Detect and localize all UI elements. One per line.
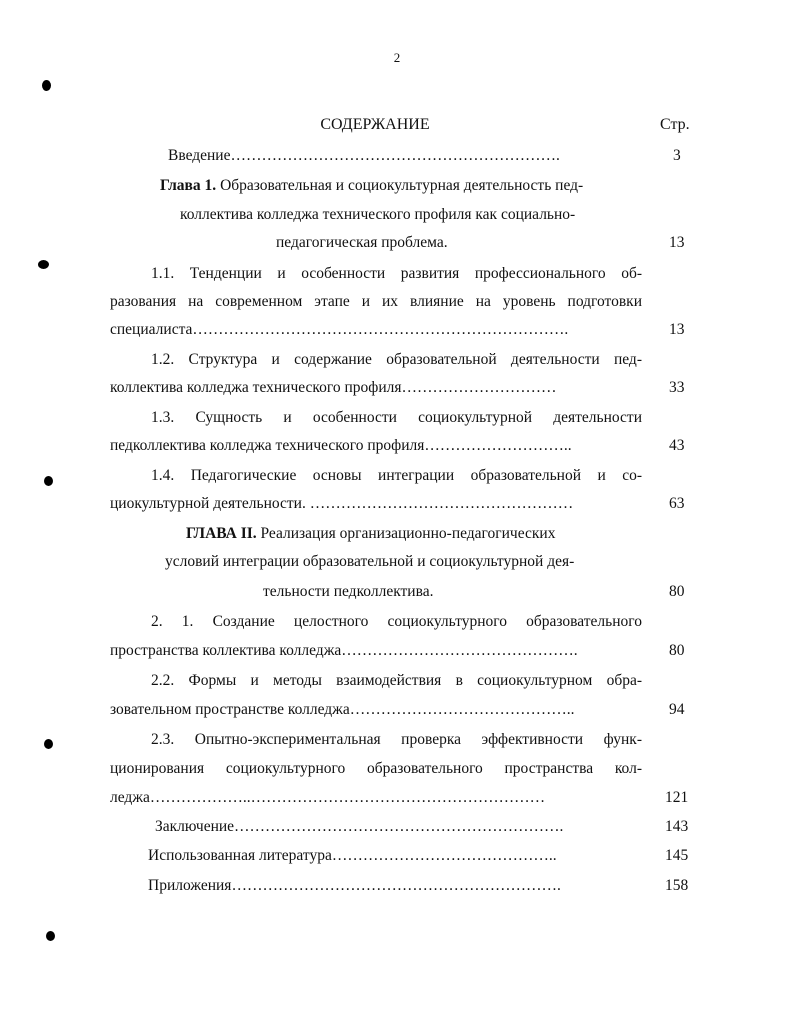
toc-conclusion-text: Заключение………………………………………………………. xyxy=(155,818,564,835)
toc-s14-page: 63 xyxy=(669,495,685,512)
toc-s14-line1: 1.4. Педагогические основы интеграции образовательной и со- xyxy=(151,467,642,484)
toc-literature-text: Использованная литература…………………………………….. xyxy=(148,847,557,864)
toc-s23-page: 121 xyxy=(665,789,689,806)
toc-s21-page: 80 xyxy=(669,642,685,659)
toc-literature-page: 145 xyxy=(665,847,689,864)
toc-s22-line1: 2.2. Формы и методы взаимодействия в социокультурном обра- xyxy=(151,672,642,689)
toc-ch1-line3: педагогическая проблема. xyxy=(276,234,448,251)
toc-s21-line1: 2. 1. Создание целостного социокультурного образовательного xyxy=(151,613,642,630)
binding-hole-mark xyxy=(44,739,53,749)
toc-ch1-line1-text: Образовательная и социокультурная деятельность пед- xyxy=(216,177,584,194)
toc-s21-line2: пространства коллектива колледжа………………………………………. xyxy=(110,642,578,659)
binding-hole-mark xyxy=(42,80,51,91)
toc-s23-line1: 2.3. Опытно-экспериментальная проверка эффективности функ- xyxy=(151,731,642,748)
toc-s11-line1: 1.1. Тенденции и особенности развития профессионального об- xyxy=(151,265,642,282)
toc-s14-line2: циокультурной деятельности. …………………………………………… xyxy=(110,495,574,512)
binding-hole-mark xyxy=(38,260,49,269)
toc-s13-page: 43 xyxy=(669,437,685,454)
toc-s23-line3: леджа………………..………………………………………………… xyxy=(110,789,546,806)
toc-intro-text: Введение………………………………………………………. xyxy=(168,147,560,164)
toc-ch1-label: Глава 1. xyxy=(160,177,217,194)
toc-ch2-line2: условий интеграции образовательной и социокультурной дея- xyxy=(165,553,575,570)
toc-title: СОДЕРЖАНИЕ xyxy=(320,116,430,133)
toc-s22-page: 94 xyxy=(669,701,685,718)
toc-ch2-label: ГЛАВА II. xyxy=(186,525,257,542)
page-column-header: Стр. xyxy=(660,116,690,133)
toc-s11-line2: разования на современном этапе и их влияние на уровень подготовки xyxy=(110,293,642,310)
binding-hole-mark xyxy=(44,476,53,486)
toc-appendix-page: 158 xyxy=(665,877,689,894)
toc-s12-page: 33 xyxy=(669,379,685,396)
toc-ch2-page: 80 xyxy=(669,583,685,600)
toc-conclusion-page: 143 xyxy=(665,818,689,835)
toc-s11-page: 13 xyxy=(669,321,685,338)
toc-s13-line1: 1.3. Сущность и особенности социокультурной деятельности xyxy=(151,409,642,426)
toc-ch1-page: 13 xyxy=(669,234,685,251)
toc-s11-line3: специалиста………………………………………………………………. xyxy=(110,321,569,338)
toc-s23-line2: ционирования социокультурного образовательного пространства кол- xyxy=(110,760,642,777)
toc-s12-line2: коллектива колледжа технического профиля………………………… xyxy=(110,379,557,396)
toc-s13-line2: педколлектива колледжа технического профиля……………………….. xyxy=(110,437,572,454)
toc-intro-page: 3 xyxy=(673,147,681,164)
toc-s22-line2: зовательном пространстве колледжа…………………………………….. xyxy=(110,701,575,718)
toc-appendix-text: Приложения………………………………………………………. xyxy=(148,877,561,894)
toc-ch2-line3: тельности педколлектива. xyxy=(263,583,434,600)
toc-ch1-line2: коллектива колледжа технического профиля как социально- xyxy=(180,206,576,223)
toc-s12-line1: 1.2. Структура и содержание образовательной деятельности пед- xyxy=(151,351,642,368)
page-number: 2 xyxy=(393,50,401,65)
toc-ch2-line1-text: Реализация организационно-педагогических xyxy=(256,525,556,542)
toc-ch1-line1 xyxy=(160,176,583,196)
binding-hole-mark xyxy=(46,931,55,941)
toc-ch2-line1 xyxy=(186,524,555,544)
